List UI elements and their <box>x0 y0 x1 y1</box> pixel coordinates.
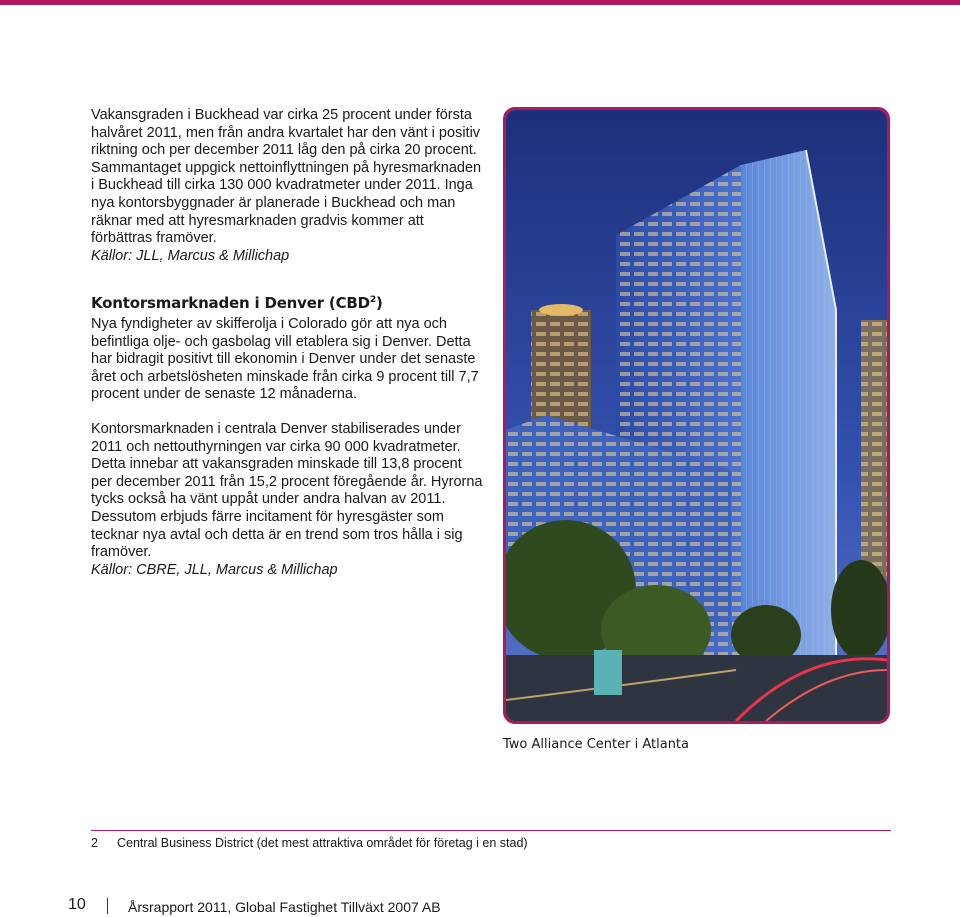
page-number: 10 <box>68 896 86 913</box>
top-accent-bar <box>0 0 960 5</box>
denver-heading: Kontorsmarknaden i Denver (CBD$^2$) <box>91 294 383 312</box>
denver-paragraph-1: Nya fyndigheter av skifferolja i Colorado gör att nya och befintliga olje- och gasbolag vill etablera sig i Denver. Detta har bidragit positivt till ekonomin i Denver under det senaste året och arbetslösheten minskade från cirka 9 procent till 7,7 procent under de senaste 12 månaderna. <box>91 316 479 403</box>
building-photo <box>503 107 890 724</box>
footnote-number: 2 <box>91 836 98 850</box>
intro-paragraph: Vakansgraden i Buckhead var cirka 25 procent under första halvåret 2011, men från andra kvartalet har den vänt i positiv riktning och per december 2011 låg den på cirka 20 procent. Sammantaget uppgick nettoinflyttningen på hyresmarknaden i Buckhead till cirka 130 000 kvadratmeter under 2011. Inga nya kontorsbyggnader är planerade i Buckhead och man räknar med att hyresmarknaden gradvis kommer att förbättras framöver. <box>91 107 482 247</box>
running-head: Årsrapport 2011, Global Fastighet Tillväxt 2007 AB <box>128 899 441 915</box>
footnote-ref: 2 <box>369 295 376 305</box>
intro-section <box>91 107 486 265</box>
footnote-divider <box>91 830 891 831</box>
building-illustration <box>506 110 887 721</box>
footer-separator <box>107 898 108 914</box>
footnote <box>91 836 528 850</box>
footnote-text: Central Business District (det mest attraktiva området för företag i en stad) <box>117 836 528 850</box>
denver-paragraph-2: Kontorsmarknaden i centrala Denver stabiliserades under 2011 och nettouthyrningen var cirka 90 000 kvadratmeter. Detta innebar att vakansgraden minskade till 13,8 procent per december 2011 från 15,2 procent föregående år. Hyrorna tycks också ha vänt uppåt under andra halvan av 2011. Dessutom erbjuds färre incitament för hyresgäster som tecknar nya avtal och detta är en trend som tros hålla i sig framöver. Källor: CBRE, JLL, Marcus & Millichap <box>91 421 486 579</box>
photo-caption: Two Alliance Center i Atlanta <box>503 737 689 752</box>
denver-source: Källor: CBRE, JLL, Marcus & Millichap <box>91 561 338 578</box>
intro-source: Källor: JLL, Marcus & Millichap <box>91 247 290 264</box>
